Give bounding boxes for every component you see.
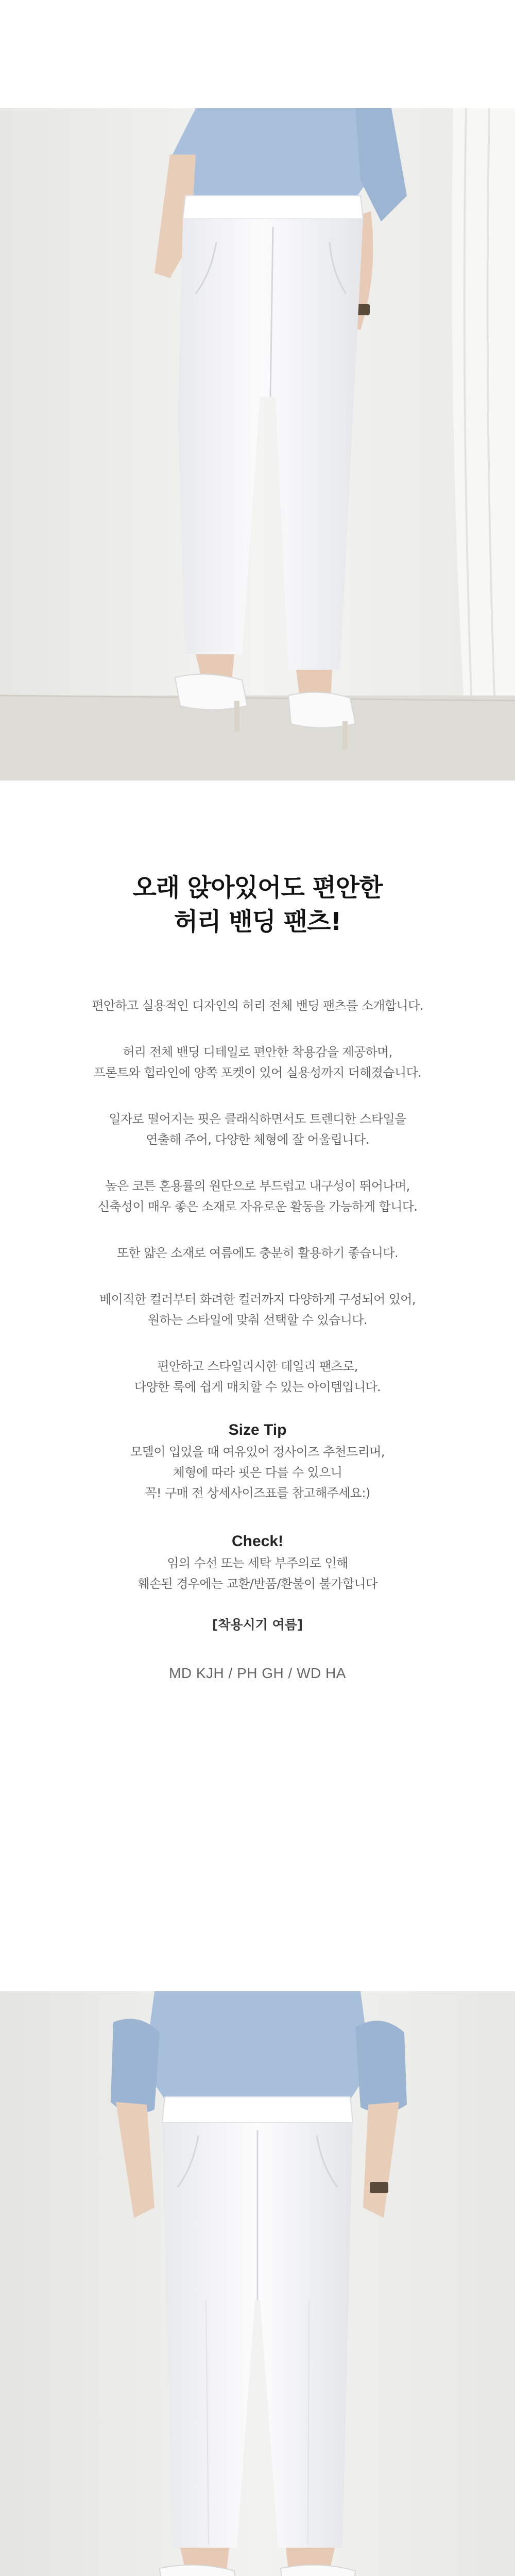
staff-credits: MD KJH / PH GH / WD HA — [169, 1665, 346, 1681]
product-photo-side — [0, 108, 515, 781]
product-photo-front — [0, 1991, 515, 2576]
size-tip-line: 체형에 따라 핏은 다를 수 있으니 — [173, 1465, 342, 1480]
description-line: 높은 코튼 혼용률의 원단으로 부드럽고 내구성이 뛰어나며, — [105, 1179, 410, 1193]
season-label: [착용시기 여름] — [212, 1617, 303, 1632]
description-line: 다양한 룩에 쉽게 매치할 수 있는 아이템입니다. — [134, 1380, 381, 1394]
description-line: 프론트와 힙라인에 양쪽 포켓이 있어 실용성까지 더해졌습니다. — [93, 1065, 422, 1080]
size-tip-block — [0, 1419, 515, 1503]
description-body — [0, 995, 515, 1684]
description-line: 베이직한 컬러부터 화려한 컬러까지 다양하게 구성되어 있어, — [99, 1292, 416, 1307]
description-line: 또한 얇은 소재로 여름에도 충분히 활용하기 좋습니다. — [116, 1246, 399, 1260]
check-line: 훼손된 경우에는 교환/반품/환불이 불가합니다 — [138, 1577, 377, 1591]
description-line: 편안하고 실용적인 디자인의 허리 전체 밴딩 팬츠를 소개합니다. — [92, 998, 423, 1013]
headline — [0, 871, 515, 939]
description-paragraph — [0, 1042, 515, 1083]
description-paragraph — [0, 995, 515, 1016]
description-line: 원하는 스타일에 맞춰 선택할 수 있습니다. — [147, 1313, 368, 1327]
description-paragraph — [0, 1176, 515, 1217]
product-description-section — [0, 871, 515, 1684]
description-line: 허리 전체 밴딩 디테일로 편안한 착용감을 제공하며, — [123, 1045, 392, 1059]
size-tip-title: Size Tip — [228, 1421, 287, 1438]
description-paragraph — [0, 1109, 515, 1150]
check-line: 임의 수선 또는 세탁 부주의로 인해 — [167, 1556, 348, 1570]
check-text — [0, 1553, 515, 1594]
headline-line-2: 허리 밴딩 팬츠! — [174, 907, 341, 936]
size-tip-text — [0, 1442, 515, 1503]
check-title: Check! — [231, 1533, 284, 1550]
description-line: 일자로 떨어지는 핏은 클래식하면서도 트렌디한 스타일을 — [109, 1112, 406, 1126]
description-line: 연출해 주어, 다양한 체형에 잘 어울립니다. — [146, 1132, 369, 1147]
size-tip-line: 꼭! 구매 전 상세사이즈표를 참고해주세요:) — [145, 1486, 370, 1500]
headline-line-1: 오래 앉아있어도 편안한 — [132, 873, 383, 902]
description-line: 편안하고 스타일리시한 데일리 팬츠로, — [157, 1359, 358, 1374]
description-paragraph — [0, 1289, 515, 1330]
description-paragraph — [0, 1243, 515, 1263]
check-block — [0, 1530, 515, 1594]
product-photo-front-illustration — [0, 1991, 515, 2576]
size-tip-line: 모델이 입었을 때 여유있어 정사이즈 추천드리며, — [130, 1445, 385, 1459]
description-paragraph — [0, 1356, 515, 1397]
product-photo-side-illustration — [0, 108, 515, 781]
description-line: 신축성이 매우 좋은 소재로 자유로운 활동을 가능하게 합니다. — [97, 1199, 418, 1214]
